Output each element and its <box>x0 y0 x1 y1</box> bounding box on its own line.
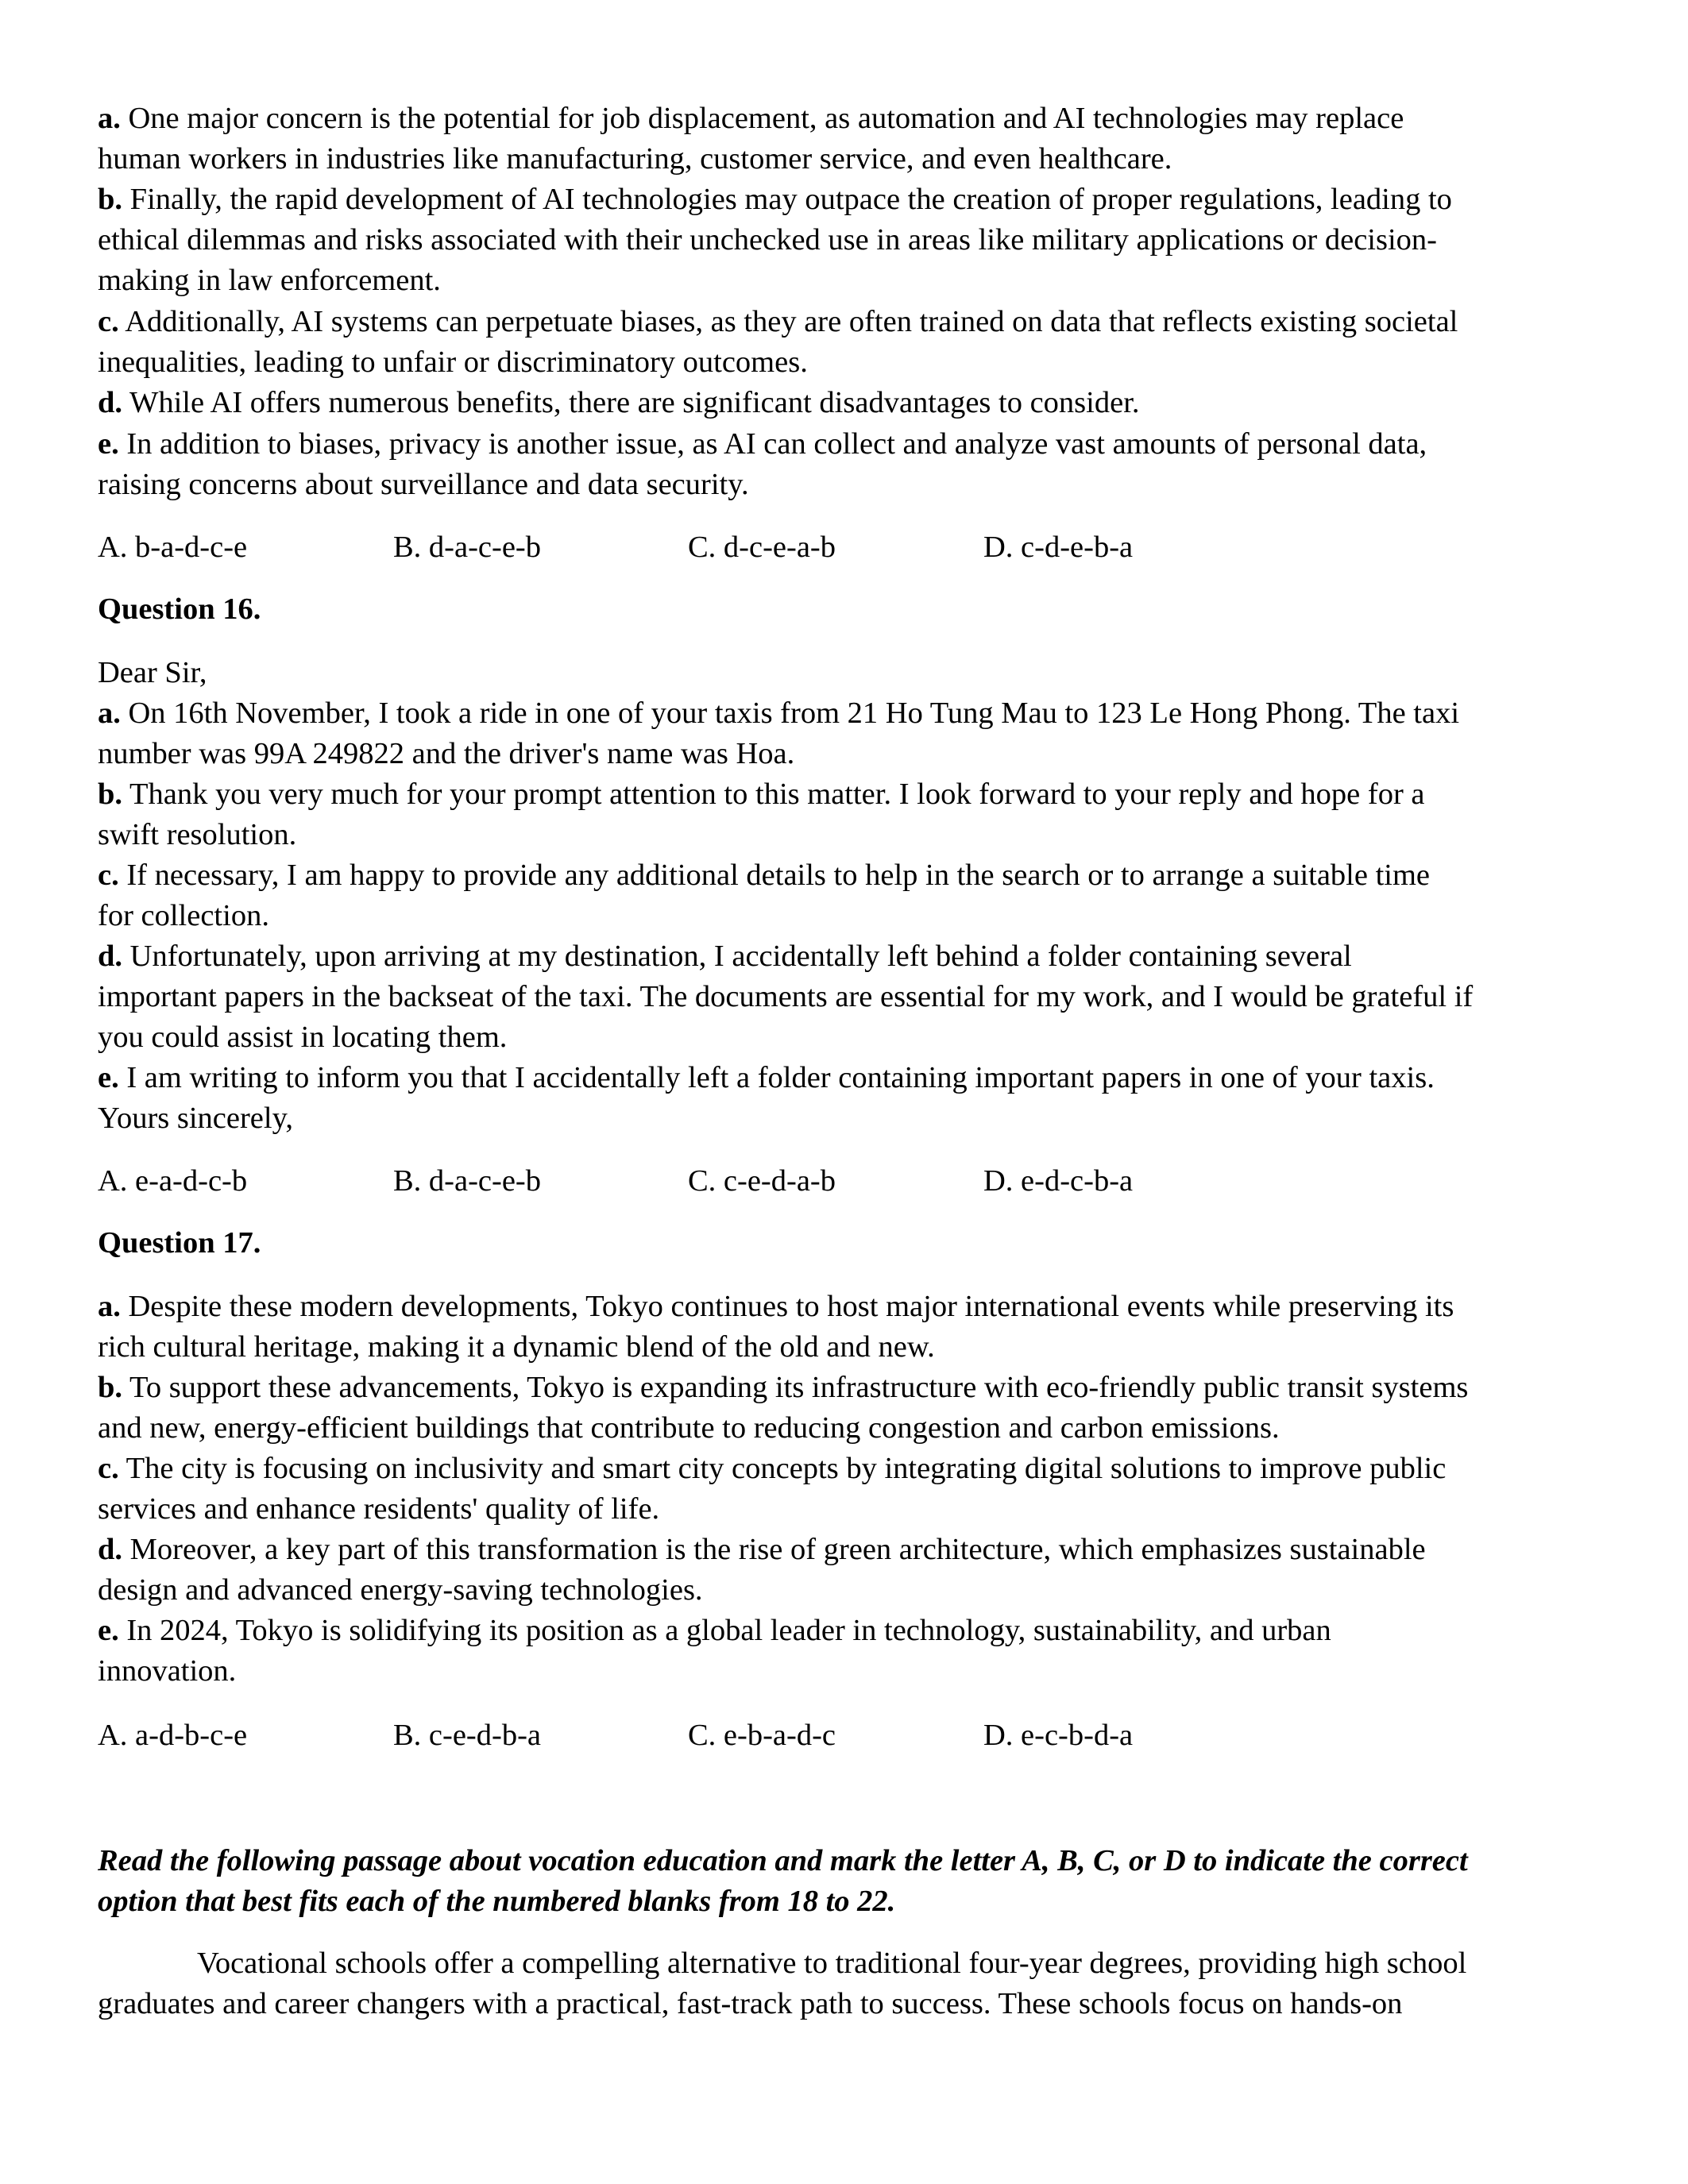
item-label: d. <box>98 1533 123 1566</box>
q16-item-d-line-2: important papers in the backseat of the taxi. The documents are essential for my work, and I would be grateful if <box>98 980 1474 1013</box>
q15-item-a-line-1: a. One major concern is the potential for job displacement, as automation and AI technologies may replace <box>98 102 1404 135</box>
item-label: e. <box>98 427 119 461</box>
item-label: c. <box>98 859 119 892</box>
q16-item-a-line-1: a. On 16th November, I took a ride in one of your taxis from 21 Ho Tung Mau to 123 Le Hong Phong. The taxi <box>98 696 1460 730</box>
q15-item-a-line-2: human workers in industries like manufacturing, customer service, and even healthcare. <box>98 142 1172 176</box>
item-label: a. <box>98 102 121 135</box>
instruction-line-2: option that best fits each of the numbered blanks from 18 to 22. <box>98 1885 896 1918</box>
q16-item-b-line-2: swift resolution. <box>98 818 297 851</box>
question-16-title: Question 16. <box>98 592 261 626</box>
option-d[interactable]: D. e-d-c-b-a <box>983 1164 1134 1198</box>
q15-item-c-line-2: inequalities, leading to unfair or discriminatory outcomes. <box>98 345 808 379</box>
q16-greeting: Dear Sir, <box>98 656 207 689</box>
q17-item-e-line-2: innovation. <box>98 1654 237 1688</box>
option-b[interactable]: B. d-a-c-e-b <box>393 1164 541 1198</box>
item-label: e. <box>98 1061 119 1094</box>
q17-item-d-line-1: d. Moreover, a key part of this transformation is the rise of green architecture, which emphasizes sustainable <box>98 1533 1426 1566</box>
item-label: e. <box>98 1614 119 1647</box>
q15-item-b-line-2: ethical dilemmas and risks associated with their unchecked use in areas like military applications or decision- <box>98 223 1437 257</box>
item-label: a. <box>98 696 121 730</box>
option-c[interactable]: C. d-c-e-a-b <box>688 531 836 564</box>
q16-item-c-line-1: c. If necessary, I am happy to provide any additional details to help in the search or to arrange a suitable time <box>98 859 1431 892</box>
q15-item-e-line-2: raising concerns about surveillance and data security. <box>98 468 749 501</box>
item-label: c. <box>98 1452 119 1485</box>
q16-item-a-line-2: number was 99A 249822 and the driver's name was Hoa. <box>98 737 795 770</box>
q16-item-d-line-3: you could assist in locating them. <box>98 1021 508 1054</box>
question-17-title: Question 17. <box>98 1226 261 1260</box>
passage-line-2: graduates and career changers with a practical, fast-track path to success. These schools focus on hands-on <box>98 1987 1403 2020</box>
q16-closing: Yours sincerely, <box>98 1102 293 1135</box>
option-a[interactable]: A. b-a-d-c-e <box>98 531 248 564</box>
item-label: d. <box>98 940 123 973</box>
option-a[interactable]: A. a-d-b-c-e <box>98 1719 248 1752</box>
q17-item-a-line-1: a. Despite these modern developments, Tokyo continues to host major international events while preserving its <box>98 1290 1454 1323</box>
q15-item-e-line-1: e. In addition to biases, privacy is another issue, as AI can collect and analyze vast amounts of personal data, <box>98 427 1427 461</box>
passage-line-1: Vocational schools offer a compelling alternative to traditional four-year degrees, providing high school <box>197 1947 1467 1980</box>
item-label: a. <box>98 1290 121 1323</box>
q17-item-b-line-1: b. To support these advancements, Tokyo is expanding its infrastructure with eco-friendly public transit systems <box>98 1371 1469 1404</box>
item-label: b. <box>98 778 123 811</box>
q15-item-c-line-1: c. Additionally, AI systems can perpetuate biases, as they are often trained on data that reflects existing societal <box>98 305 1458 338</box>
q16-item-e-line-1: e. I am writing to inform you that I accidentally left a folder containing important papers in one of your taxis. <box>98 1061 1435 1094</box>
q15-item-d-line-1: d. While AI offers numerous benefits, there are significant disadvantages to consider. <box>98 386 1140 419</box>
option-c[interactable]: C. c-e-d-a-b <box>688 1164 836 1198</box>
q16-item-d-line-1: d. Unfortunately, upon arriving at my destination, I accidentally left behind a folder containing several <box>98 940 1352 973</box>
q16-item-b-line-1: b. Thank you very much for your prompt attention to this matter. I look forward to your reply and hope for a <box>98 778 1425 811</box>
item-label: c. <box>98 305 119 338</box>
q17-item-c-line-2: services and enhance residents' quality of life. <box>98 1492 660 1526</box>
q17-item-e-line-1: e. In 2024, Tokyo is solidifying its position as a global leader in technology, sustainability, and urban <box>98 1614 1331 1647</box>
q15-item-b-line-1: b. Finally, the rapid development of AI technologies may outpace the creation of proper regulations, leading to <box>98 183 1452 216</box>
q15-item-b-line-3: making in law enforcement. <box>98 264 441 297</box>
q17-item-a-line-2: rich cultural heritage, making it a dynamic blend of the old and new. <box>98 1330 935 1364</box>
option-c[interactable]: C. e-b-a-d-c <box>688 1719 836 1752</box>
option-d[interactable]: D. c-d-e-b-a <box>983 531 1134 564</box>
option-b[interactable]: B. d-a-c-e-b <box>393 531 541 564</box>
q17-item-b-line-2: and new, energy-efficient buildings that contribute to reducing congestion and carbon emissions. <box>98 1411 1280 1445</box>
option-a[interactable]: A. e-a-d-c-b <box>98 1164 248 1198</box>
option-b[interactable]: B. c-e-d-b-a <box>393 1719 541 1752</box>
q17-item-c-line-1: c. The city is focusing on inclusivity and smart city concepts by integrating digital solutions to improve public <box>98 1452 1447 1485</box>
item-label: d. <box>98 386 123 419</box>
item-label: b. <box>98 183 123 216</box>
option-d[interactable]: D. e-c-b-d-a <box>983 1719 1134 1752</box>
instruction-line-1: Read the following passage about vocation education and mark the letter A, B, C, or D to indicate the correct <box>98 1844 1468 1877</box>
item-label: b. <box>98 1371 123 1404</box>
q17-item-d-line-2: design and advanced energy-saving technologies. <box>98 1573 703 1607</box>
q16-item-c-line-2: for collection. <box>98 899 269 932</box>
